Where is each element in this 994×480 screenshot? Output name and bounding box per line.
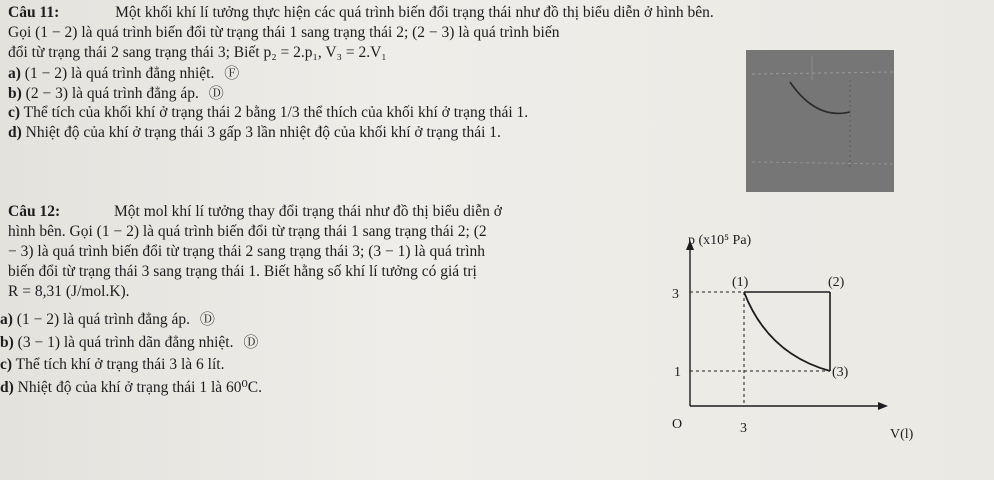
q12-option-c-label: c) — [0, 356, 13, 373]
handwritten-mark: Ⓕ — [224, 64, 240, 82]
y-tick-1: 1 — [674, 365, 681, 380]
q12-pv-graph — [660, 226, 960, 456]
q12-intro: Một mol khí lí tưởng thay đổi trạng thái như đồ thị biểu diễn ở — [113, 203, 502, 220]
q12-line5: R = 8,31 (J/mol.K). — [8, 283, 130, 300]
q11-option-d-label: d) — [8, 124, 22, 141]
q12-option-d-label: d) — [0, 379, 14, 396]
q11-first-line — [8, 4, 714, 22]
q12-option-a-label: a) — [0, 311, 13, 328]
x-tick-3: 3 — [740, 421, 747, 436]
q12-option-b — [0, 333, 258, 352]
q12-option-b-label: b) — [0, 334, 14, 351]
q11-graph-photo-drawing — [746, 50, 894, 192]
point-2-label: (2) — [828, 275, 845, 290]
q11-line2: Gọi (1 − 2) là quá trình biến đổi từ trạng thái 1 sang trạng thái 2; (2 − 3) là quá trình biến — [8, 24, 560, 41]
q11-option-d-text: Nhiệt độ của khí ở trạng thái 3 gấp 3 lần nhiệt độ của khối khí ở trạng thái 1. — [25, 124, 501, 141]
q11-option-d — [8, 124, 501, 142]
q11-option-b-text: (2 − 3) là quá trình đẳng áp. — [25, 85, 199, 102]
q11-option-a — [8, 64, 239, 83]
q12-first-line — [8, 203, 502, 221]
point-3-label: (3) — [832, 365, 849, 380]
handwritten-mark: Ⓓ — [208, 84, 224, 102]
q11-option-a-text: (1 − 2) là quá trình đẳng nhiệt. — [24, 65, 215, 82]
q11-option-c — [8, 104, 528, 122]
x-axis-arrow — [878, 402, 888, 410]
q12-line3: − 3) là quá trình biến đổi từ trạng thái 2 sang trạng thái 3; (3 − 1) là quá trình — [8, 243, 485, 260]
q12-option-c — [0, 356, 224, 374]
q11-heading: Câu 11: — [8, 4, 60, 21]
q12-option-d-text: Nhiệt độ của khí ở trạng thái 1 là 60⁰C. — [17, 379, 262, 396]
q11-graph-photo — [746, 50, 894, 192]
q12-option-a — [0, 310, 215, 329]
q12-option-a-text: (1 − 2) là quá trình đẳng áp. — [16, 311, 190, 328]
q11-line3: đổi từ trạng thái 2 sang trạng thái 3; Biết p₂ = 2.p₁, V₃ = 2.V₁ — [8, 44, 387, 61]
y-tick-3: 3 — [672, 287, 679, 302]
q11-intro: Một khối khí lí tưởng thực hiện các quá trình biến đổi trạng thái như đồ thị biểu diễn ở hình bên. — [115, 4, 714, 21]
q11-option-b — [8, 84, 224, 103]
q12-option-d — [0, 379, 262, 397]
handwritten-mark: Ⓓ — [199, 310, 215, 328]
q11-option-a-label: a) — [8, 65, 21, 82]
point-1-label: (1) — [732, 275, 749, 290]
y-axis-label: p (x10⁵ Pa) — [688, 233, 752, 248]
q12-heading: Câu 12: — [8, 203, 61, 220]
q11-option-c-label: c) — [8, 104, 21, 121]
origin-label: O — [672, 417, 683, 432]
process-3-1 — [744, 292, 830, 371]
x-axis-label: V(l) — [890, 427, 914, 442]
q12-line2: hình bên. Gọi (1 − 2) là quá trình biến đổi từ trạng thái 1 sang trạng thái 2; (2 — [8, 223, 487, 240]
q12-option-c-text: Thể tích khí ở trạng thái 3 là 6 lít. — [15, 356, 225, 373]
handwritten-mark: Ⓓ — [243, 333, 259, 351]
q12-option-b-text: (3 − 1) là quá trình dãn đẳng nhiệt. — [17, 334, 234, 351]
q11-option-b-label: b) — [8, 85, 22, 102]
q11-option-c-text: Thể tích của khối khí ở trạng thái 2 bằng 1/3 thể thích của khối khí ở trạng thái 1. — [23, 104, 529, 121]
q12-line4: biến đổi từ trạng thái 3 sang trạng thái 1. Biết hằng số khí lí tưởng có giá trị — [8, 263, 477, 280]
